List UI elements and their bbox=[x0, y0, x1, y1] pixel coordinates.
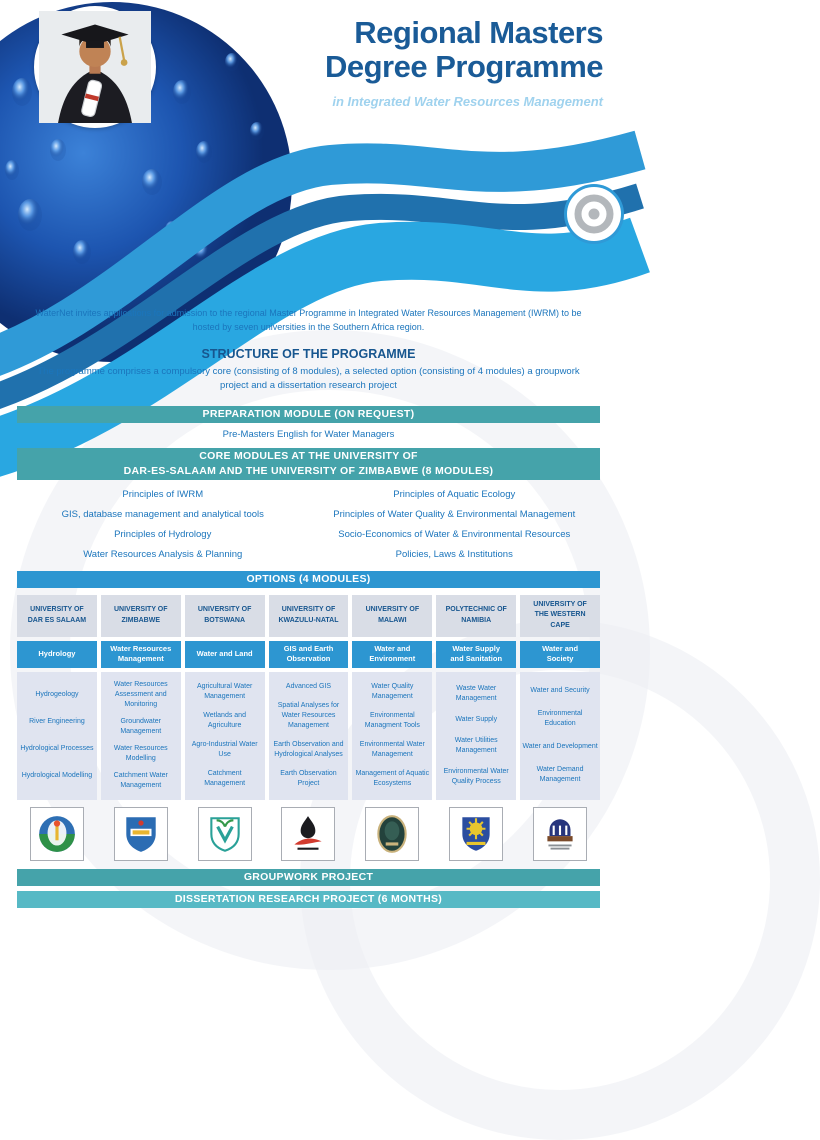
university-column-malawi bbox=[352, 595, 432, 861]
course-list bbox=[352, 672, 432, 800]
preparation-note: Pre-Masters English for Water Managers bbox=[222, 428, 395, 440]
course-list bbox=[269, 672, 349, 800]
course-list bbox=[520, 672, 600, 800]
course-item: Water Supply bbox=[455, 715, 498, 723]
university-name bbox=[436, 595, 516, 637]
university-name-text: UNIVERSITY OF KWAZULU-NATAL bbox=[278, 606, 339, 624]
university-of-zimbabwe-crest-icon bbox=[120, 813, 162, 855]
course-item: Water Resources Assessment and Monitoring bbox=[113, 681, 168, 709]
core-modules-list bbox=[17, 489, 600, 560]
course-item: Hydrological Modelling bbox=[21, 771, 93, 779]
option-title bbox=[436, 641, 516, 668]
university-name-text: UNIVERSITY OF THE WESTERN CAPE bbox=[533, 600, 587, 629]
university-logo-box bbox=[198, 807, 252, 861]
groupwork-project-bar: GROUPWORK PROJECT bbox=[17, 869, 600, 886]
option-title bbox=[185, 641, 265, 668]
graduate-avatar bbox=[39, 11, 151, 123]
option-title-text: GIS and Earth Observation bbox=[283, 643, 334, 663]
university-column-western-cape bbox=[520, 595, 600, 861]
course-item: Water Utilities Management bbox=[454, 736, 498, 754]
course-list bbox=[101, 672, 181, 800]
option-title bbox=[17, 641, 97, 668]
university-logo-box bbox=[449, 807, 503, 861]
course-item: Water Quality Management bbox=[371, 683, 414, 701]
course-item: Environmental Water Management bbox=[359, 740, 425, 758]
option-title-text: Water Supply and Sanitation bbox=[450, 643, 503, 663]
waternet-swirl-icon bbox=[564, 184, 624, 244]
university-name bbox=[185, 595, 265, 637]
university-column-namibia bbox=[436, 595, 516, 861]
core-module-item: Principles of Hydrology bbox=[114, 528, 212, 540]
poster-title-line1: Regional Masters bbox=[354, 15, 603, 50]
course-item: Water and Security bbox=[530, 687, 590, 695]
intro-text: WaterNet invites applications for admission to the regional Master Programme in Integrated Water Resources Management (IWRM) to be hosted by seven universities in the Southern Africa region. bbox=[35, 308, 582, 332]
core-module-item: Principles of Aquatic Ecology bbox=[393, 488, 516, 500]
course-item: Agro-Industrial Water Use bbox=[191, 740, 258, 758]
course-item: Water Resources Modelling bbox=[113, 744, 168, 762]
course-item: Waste Water Management bbox=[455, 685, 497, 703]
university-logo-box bbox=[533, 807, 587, 861]
university-name-text: UNIVERSITY OF DAR ES SALAAM bbox=[27, 606, 87, 624]
core-module-item: GIS, database management and analytical tools bbox=[61, 508, 264, 520]
course-item: Catchment Water Management bbox=[113, 771, 168, 789]
core-module-item: Socio-Economics of Water & Environmental Resources bbox=[338, 528, 571, 540]
university-logo-box bbox=[114, 807, 168, 861]
option-title-text: Water and Society bbox=[542, 643, 579, 663]
course-list bbox=[185, 672, 265, 800]
option-title-text: Water and Land bbox=[196, 648, 253, 658]
university-name-text: POLYTECHNIC OF NAMIBIA bbox=[445, 606, 507, 624]
core-modules-bar-line2: DAR-ES-SALAAM AND THE UNIVERSITY OF ZIMBABWE (8 MODULES) bbox=[123, 464, 494, 477]
course-item: Hydrogeology bbox=[35, 691, 79, 699]
poster-body bbox=[0, 300, 617, 908]
course-item: Earth Observation and Hydrological Analyses bbox=[273, 740, 344, 758]
university-name-text: UNIVERSITY OF MALAWI bbox=[365, 606, 420, 624]
course-item: Advanced GIS bbox=[285, 683, 332, 691]
option-title-text: Hydrology bbox=[38, 648, 76, 658]
course-list bbox=[436, 672, 516, 800]
university-logo-box bbox=[281, 807, 335, 861]
university-logo-box bbox=[365, 807, 419, 861]
university-column-dar-es-salaam bbox=[17, 595, 97, 861]
university-of-dar-es-salaam-crest-icon bbox=[36, 813, 78, 855]
course-item: Environmental Managment Tools bbox=[364, 711, 420, 730]
university-name-text: UNIVERSITY OF ZIMBABWE bbox=[113, 606, 168, 624]
university-name bbox=[269, 595, 349, 637]
course-item: Agricultural Water Management bbox=[196, 683, 253, 701]
university-name bbox=[520, 595, 600, 637]
university-of-western-cape-crest-icon bbox=[539, 813, 581, 855]
course-item: Environmental Water Quality Process bbox=[443, 767, 509, 785]
option-title bbox=[269, 641, 349, 668]
course-item: River Engineering bbox=[29, 718, 85, 726]
structure-text: The programme comprises a compulsory core (consisting of 8 modules), a selected option (consisting of 4 modules) a groupwork project and a dissertation research project bbox=[37, 366, 580, 392]
poster-subtitle: in Integrated Water Resources Management bbox=[332, 94, 603, 110]
polytechnic-of-namibia-crest-icon bbox=[455, 813, 497, 855]
core-module-item: Principles of Water Quality & Environmental Management bbox=[333, 508, 576, 520]
poster-title-line2: Degree Programme bbox=[324, 49, 603, 85]
course-item: Spatial Analyses for Water Resources Management bbox=[277, 701, 340, 730]
university-column-zimbabwe bbox=[101, 595, 181, 861]
poster-header bbox=[263, 16, 603, 109]
dissertation-project-bar: DISSERTATION RESEARCH PROJECT (6 MONTHS) bbox=[17, 891, 600, 908]
options-table bbox=[17, 595, 600, 861]
course-list bbox=[17, 672, 97, 800]
course-item: Environmental Education bbox=[537, 709, 583, 728]
core-module-item: Policies, Laws & Institutions bbox=[395, 548, 513, 560]
university-of-kwazulu-natal-crest-icon bbox=[287, 813, 329, 855]
option-title bbox=[520, 641, 600, 668]
options-bar: OPTIONS (4 MODULES) bbox=[17, 571, 600, 588]
course-item: Groundwater Management bbox=[120, 718, 162, 736]
university-name bbox=[352, 595, 432, 637]
university-column-botswana bbox=[185, 595, 265, 861]
option-title bbox=[101, 641, 181, 668]
course-item: Hydrological Processes bbox=[20, 744, 94, 752]
university-name-text: UNIVERSITY OF BOTSWANA bbox=[197, 606, 252, 624]
option-title-text: Water Resources Management bbox=[110, 643, 172, 663]
university-of-malawi-crest-icon bbox=[371, 813, 413, 855]
core-module-item: Principles of IWRM bbox=[122, 488, 204, 500]
course-item: Wetlands and Agriculture bbox=[203, 711, 246, 730]
core-module-item: Water Resources Analysis & Planning bbox=[83, 548, 243, 560]
core-modules-bar-line1: CORE MODULES AT THE UNIVERSITY OF bbox=[199, 450, 418, 463]
university-name bbox=[101, 595, 181, 637]
course-item: Earth Observation Project bbox=[280, 769, 337, 787]
university-column-kwazulu-natal bbox=[269, 595, 349, 861]
course-item: Catchment Management bbox=[204, 769, 246, 787]
structure-heading: STRUCTURE OF THE PROGRAMME bbox=[201, 347, 416, 361]
university-logo-box bbox=[30, 807, 84, 861]
university-name bbox=[17, 595, 97, 637]
university-of-botswana-crest-icon bbox=[204, 813, 246, 855]
option-title-text: Water and Environment bbox=[369, 643, 416, 663]
core-modules-bar bbox=[17, 448, 600, 480]
course-item: Management of Aquatic Ecosystems bbox=[355, 769, 430, 787]
preparation-module-bar: PREPARATION MODULE (ON REQUEST) bbox=[17, 406, 600, 423]
option-title bbox=[352, 641, 432, 668]
course-item: Water and Development bbox=[522, 742, 598, 750]
course-item: Water Demand Management bbox=[536, 765, 584, 783]
graduate-student-photo bbox=[34, 6, 156, 128]
